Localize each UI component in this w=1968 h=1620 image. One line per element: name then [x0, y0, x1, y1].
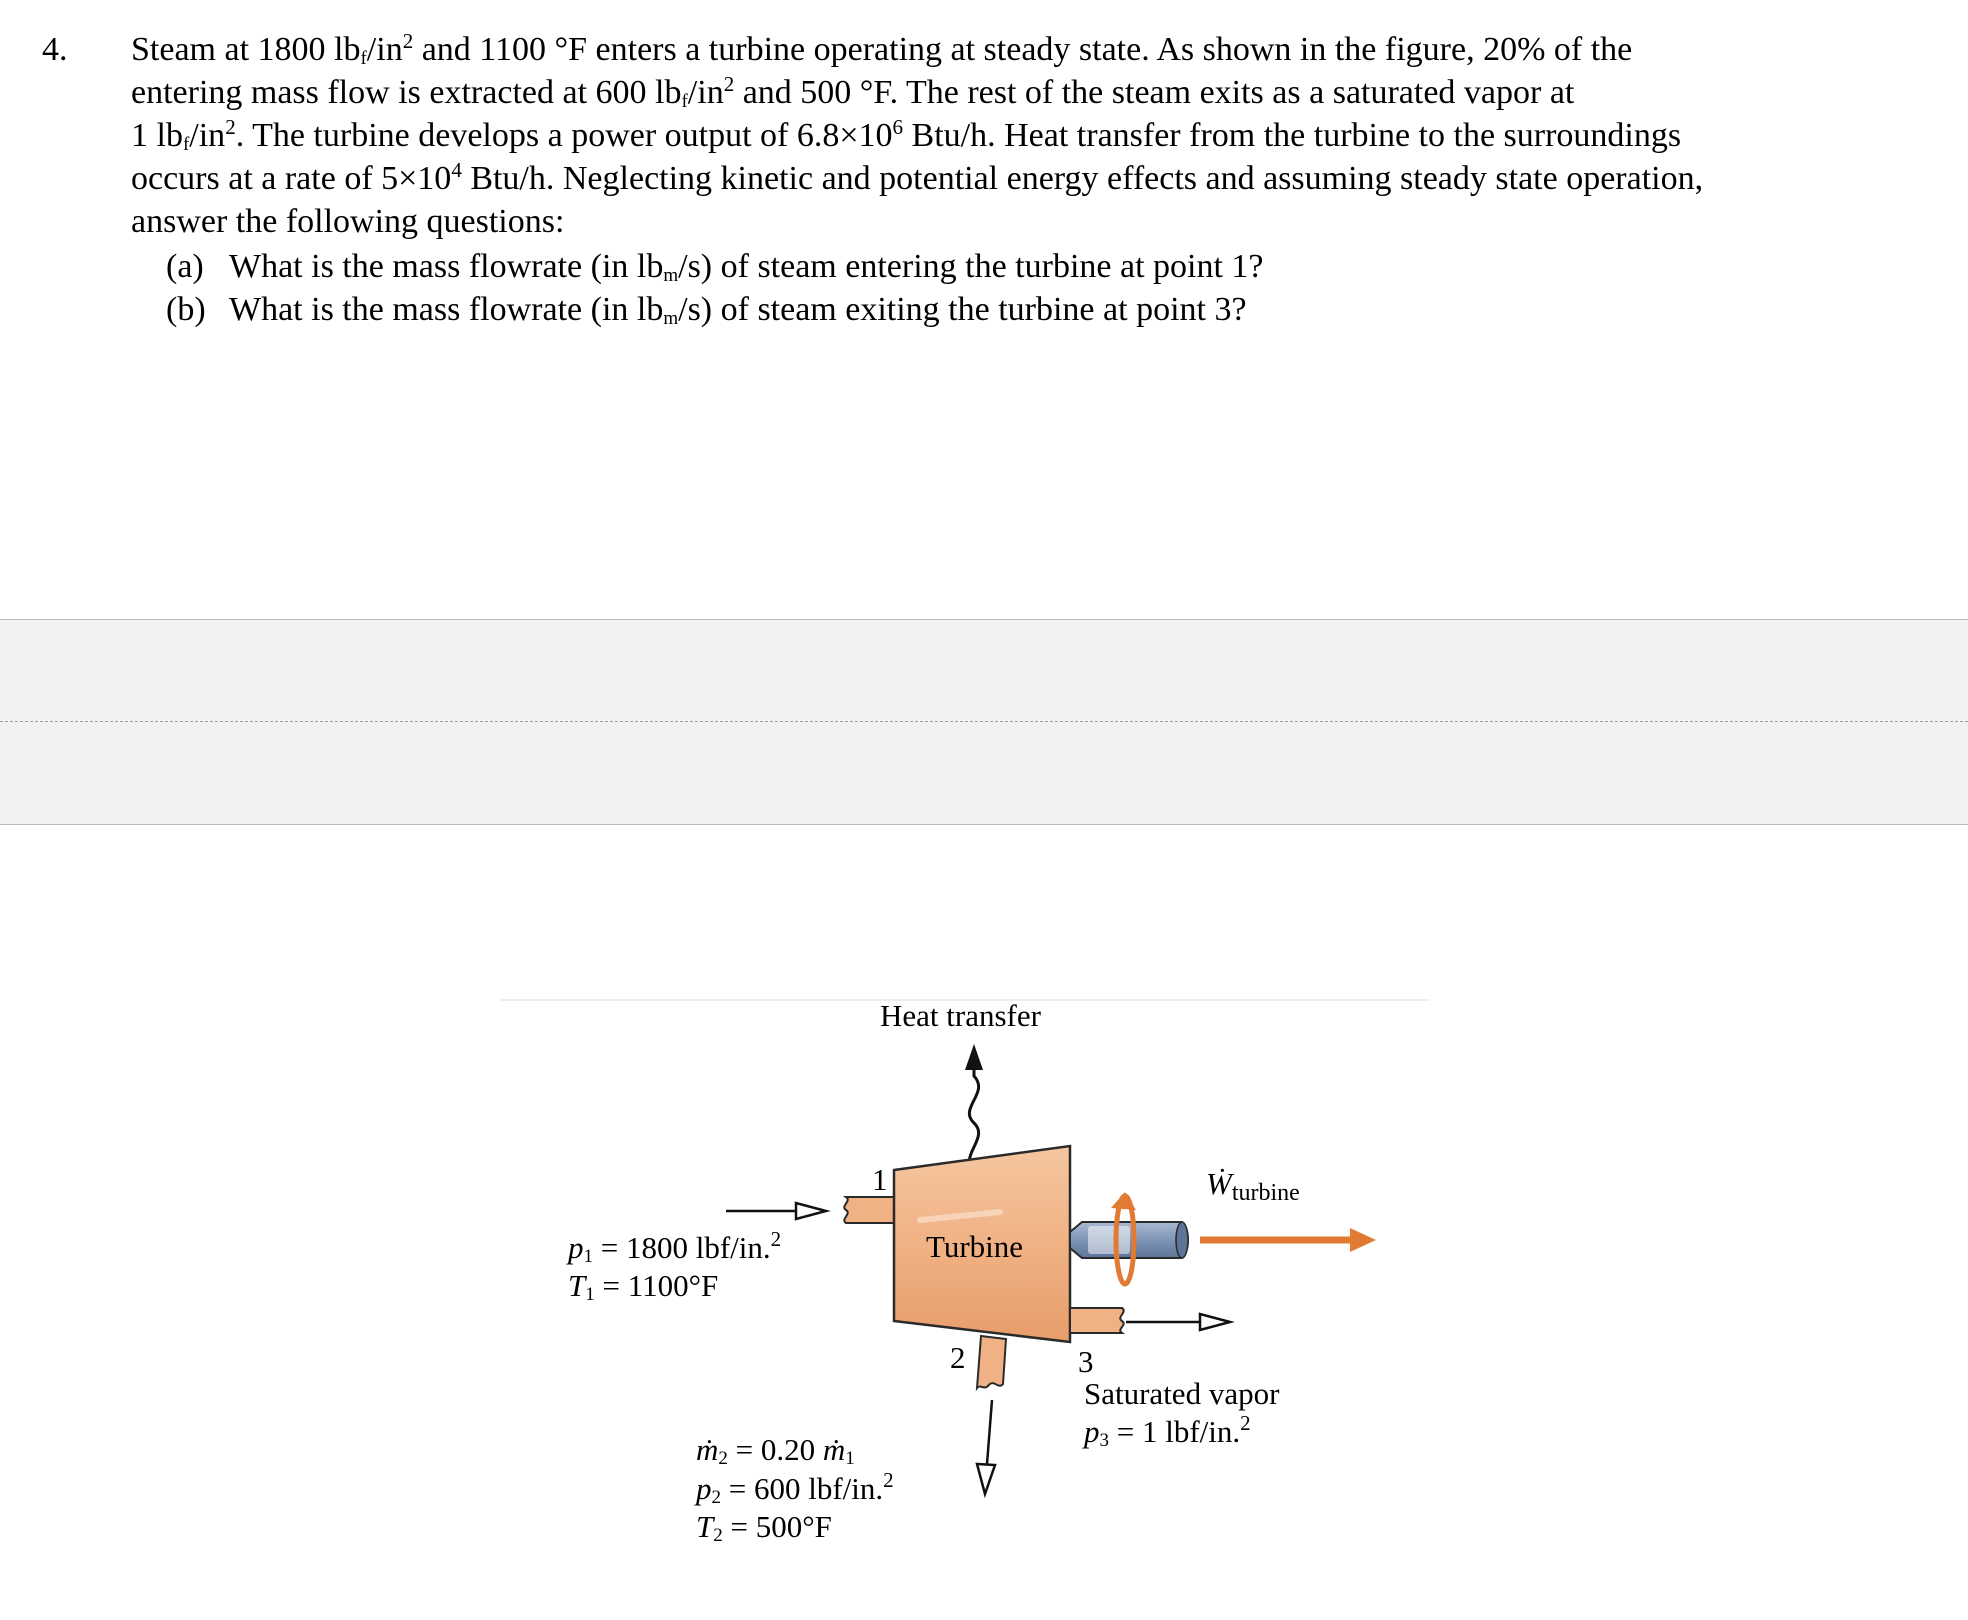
turbine-shaft: [1070, 1222, 1188, 1258]
paragraph-line: 1 $lb_f/in^2$. The turbine develops a power output of $6.8\times 10^6$ Btu/h. Heat transfer from the turbine to the surroundings: [131, 115, 1682, 155]
answer-area[interactable]: [0, 619, 1968, 825]
exit-pipe: [1070, 1308, 1124, 1333]
point-1-label: 1: [872, 1162, 888, 1197]
inlet-pipe: [844, 1197, 894, 1223]
extraction-pipe: [977, 1336, 1006, 1388]
problem-paragraph: [131, 28, 1931, 243]
heat-transfer-arrowhead: [965, 1044, 983, 1070]
problem-number: 4.: [42, 31, 68, 68]
paragraph-line: Steam at 1800 $lb_f/in^2$ and 1100 °F enters a turbine operating at steady state. As shown in the figure, 20% of the: [131, 29, 1633, 69]
point-3-label: 3: [1078, 1344, 1094, 1379]
inlet-temperature-label: $T_1 = 1100^\circ F$: [568, 1268, 719, 1305]
paragraph-line: occurs at a rate of $5\times 10^4$ Btu/h. Neglecting kinetic and potential energy effects and assuming steady state operation,: [131, 158, 1704, 197]
turbine-label: Turbine: [926, 1229, 1024, 1264]
extraction-temperature-label: $T_2 = 500^\circ F$: [696, 1509, 832, 1546]
question-list: [166, 245, 1264, 331]
inlet-pressure-label: $p_1 = 1800$ lbf/in.$^2$: [568, 1227, 782, 1267]
extraction-pressure-label: $p_2 = 600$ lbf/in.$^2$: [696, 1468, 894, 1508]
inlet-flow-arrow: [726, 1203, 826, 1219]
question-b: (b) What is the mass flowrate (in $lb_m/s$) of steam exiting the turbine at point 3?: [166, 291, 1247, 329]
question-a: (a) What is the mass flowrate (in $lb_m/s$) of steam entering the turbine at point 1?: [166, 248, 1264, 286]
turbine-figure: [500, 998, 1430, 1578]
extraction-flow-arrow: [977, 1400, 995, 1494]
exit-state-label: Saturated vapor: [1084, 1376, 1280, 1411]
exit-pressure-label: $p_3 = 1$ lbf/in.$^2$: [1084, 1411, 1251, 1451]
heat-transfer-label: Heat transfer: [880, 998, 1041, 1033]
exit-flow-arrow: [1126, 1314, 1230, 1330]
point-2-label: 2: [950, 1340, 966, 1375]
work-output-arrow: [1200, 1228, 1376, 1252]
paragraph-line: entering mass flow is extracted at 600 $lb_f/in^2$ and 500 °F. The rest of the steam exits as a saturated vapor at: [131, 72, 1575, 112]
paragraph-line: answer the following questions:: [131, 203, 565, 240]
dashed-divider: [0, 721, 1968, 722]
extraction-mass-label: ṁ$_2$ = 0.20 ṁ$_1$: [696, 1432, 855, 1469]
work-turbine-label: Ẇ$_{turbine}$: [1206, 1166, 1300, 1206]
